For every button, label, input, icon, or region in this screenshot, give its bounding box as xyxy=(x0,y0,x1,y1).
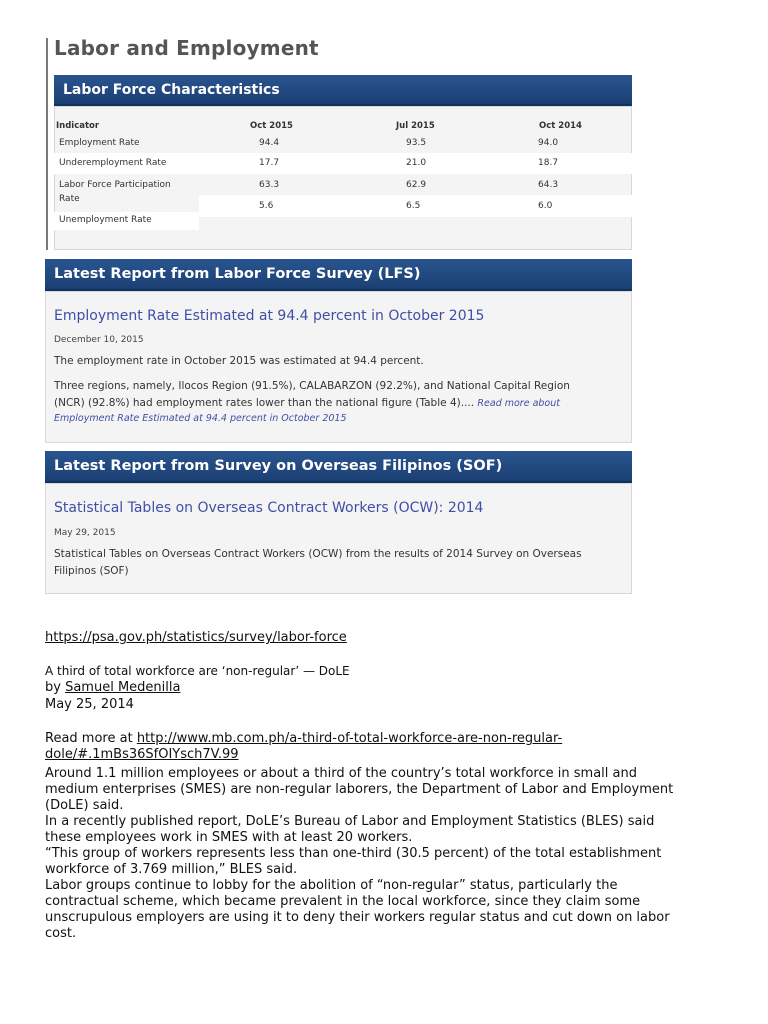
table-row xyxy=(54,134,632,155)
sof-article-date: May 29, 2015 xyxy=(54,528,116,538)
lfs-body-line: (NCR) (92.8%) had employment rates lower than the national figure (Table 4).... xyxy=(54,397,475,409)
row-value-oct-2015: 17.7 xyxy=(259,158,280,168)
row-value-jul-2015: 21.0 xyxy=(406,158,427,168)
left-border-line xyxy=(46,38,48,250)
sof-summary-line: Statistical Tables on Overseas Contract Workers (OCW) from the results of 2014 Survey on Overseas xyxy=(54,548,582,560)
article-body xyxy=(45,766,745,942)
body-line: cost. xyxy=(45,926,77,941)
row-value-jul-2015: 93.5 xyxy=(406,138,427,148)
sof-article-title-link[interactable]: Statistical Tables on Overseas Contract Workers (OCW): 2014 xyxy=(54,500,484,516)
row-value-oct-2015: 63.3 xyxy=(259,180,280,190)
row-value-oct-2014: 6.0 xyxy=(538,201,553,211)
column-header-oct-2015: Oct 2015 xyxy=(250,121,293,131)
article-date: May 25, 2014 xyxy=(45,697,134,712)
row-value-oct-2014: 64.3 xyxy=(538,180,559,190)
row-label: Unemployment Rate xyxy=(59,215,152,225)
lfs-article-body xyxy=(54,378,624,426)
lfs-article-summary: The employment rate in October 2015 was estimated at 94.4 percent. xyxy=(54,355,424,367)
sof-heading-bar xyxy=(45,451,632,483)
column-header-oct-2014: Oct 2014 xyxy=(539,121,582,131)
body-line: In a recently published report, DoLE’s Bureau of Labor and Employment Statistics (BLES) said xyxy=(45,814,655,829)
body-line: workforce of 3.769 million,” BLES said. xyxy=(45,862,298,877)
lfs-article-date: December 10, 2015 xyxy=(54,335,144,345)
table-row xyxy=(54,174,632,204)
lfs-heading: Latest Report from Labor Force Survey (LFS) xyxy=(54,266,421,282)
lfs-read-more-link[interactable]: Read more about xyxy=(477,398,560,409)
sof-article-summary xyxy=(54,546,629,580)
row-label-continued: Rate xyxy=(59,194,80,204)
row-value-jul-2015: 62.9 xyxy=(406,180,427,190)
body-line: Around 1.1 million employees or about a third of the country’s total workforce in small and xyxy=(45,766,637,781)
body-line: these employees work in SMES with at least 20 workers. xyxy=(45,830,413,845)
read-more-prefix: Read more at xyxy=(45,731,133,746)
row-label: Underemployment Rate xyxy=(59,158,167,168)
table-row xyxy=(54,195,632,225)
labor-force-heading: Labor Force Characteristics xyxy=(63,81,280,98)
author-link[interactable]: Samuel Medenilla xyxy=(65,680,181,695)
lfs-body-line: Three regions, namely, Ilocos Region (91.5%), CALABARZON (92.2%), and National Capital Region xyxy=(54,380,570,392)
column-header-jul-2015: Jul 2015 xyxy=(396,121,435,131)
page-title: Labor and Employment xyxy=(54,36,319,60)
sof-summary-line: Filipinos (SOF) xyxy=(54,565,129,577)
source-url-link[interactable] xyxy=(45,630,347,646)
body-line: “This group of workers represents less than one-third (30.5 percent) of the total establishment xyxy=(45,846,662,861)
lfs-article-title-link[interactable]: Employment Rate Estimated at 94.4 percent in October 2015 xyxy=(54,308,485,324)
body-line: Labor groups continue to lobby for the abolition of “non-regular” status, particularly the xyxy=(45,878,618,893)
labor-force-heading-bar xyxy=(54,75,632,106)
body-line: medium enterprises (SMES) are non-regular laborers, the Department of Labor and Employment xyxy=(45,782,674,797)
row-label: Employment Rate xyxy=(59,138,140,148)
body-line: contractual scheme, which became prevalent in the local workforce, since they claim some xyxy=(45,894,641,909)
column-header-indicator: Indicator xyxy=(56,121,100,131)
read-more-url-continued xyxy=(45,747,239,763)
read-more-url-link[interactable]: http://www.mb.com.ph/a-third-of-total-workforce-are-non-regular- xyxy=(136,731,563,746)
row-value-jul-2015: 6.5 xyxy=(406,201,421,211)
body-line: (DoLE) said. xyxy=(45,798,124,813)
row-value-oct-2014: 94.0 xyxy=(538,138,559,148)
lfs-read-more-link-continued[interactable]: Employment Rate Estimated at 94.4 percent in October 2015 xyxy=(54,413,347,424)
row-label: Labor Force Participation xyxy=(59,180,171,190)
source-url[interactable]: https://psa.gov.ph/statistics/survey/labor-force xyxy=(45,630,347,645)
body-line: unscrupulous employers are using it to deny their workers regular status and cut down on labor xyxy=(45,910,670,925)
row-value-oct-2015: 94.4 xyxy=(259,138,280,148)
row-value-oct-2014: 18.7 xyxy=(538,158,559,168)
row-value-oct-2015: 5.6 xyxy=(259,201,274,211)
read-more-url-link-continued[interactable]: dole/#.1mBs36SfOIYsch7V.99 xyxy=(45,747,239,762)
read-more-line xyxy=(45,731,562,747)
sof-heading: Latest Report from Survey on Overseas Filipinos (SOF) xyxy=(54,458,503,474)
byline xyxy=(45,680,180,696)
table-row xyxy=(54,153,632,174)
headline: A third of total workforce are ‘non-regular’ — DoLE xyxy=(45,664,350,678)
byline-prefix: by xyxy=(45,680,61,695)
lfs-heading-bar xyxy=(45,259,632,291)
